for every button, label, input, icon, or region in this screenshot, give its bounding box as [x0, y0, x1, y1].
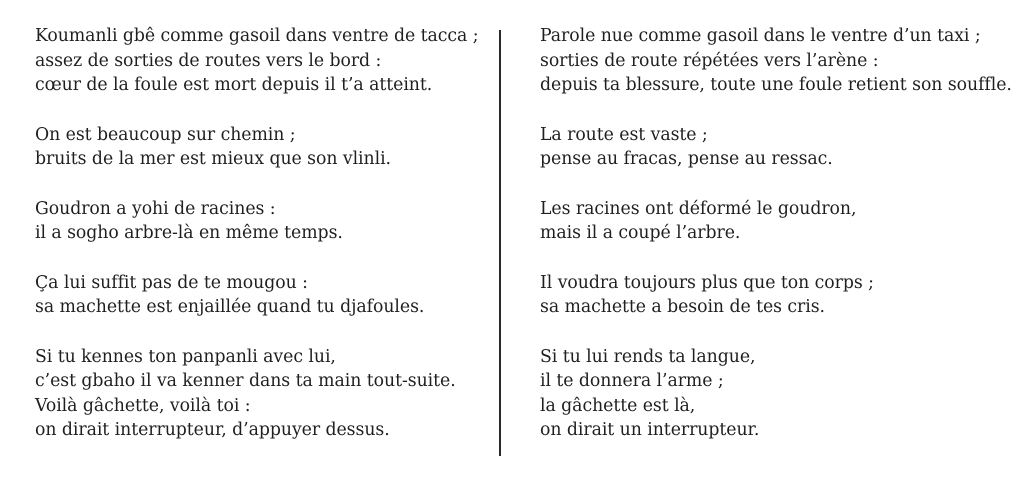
poem-line: on dirait un interrupteur.: [540, 420, 760, 440]
left-stanza-4: [35, 271, 485, 320]
poem-line: Voilà gâchette, voilà toi :: [35, 395, 251, 416]
poem-line: Parole nue comme gasoil dans le ventre d’un taxi ;: [540, 26, 981, 46]
poem-line: Les racines ont déformé le goudron,: [540, 198, 857, 219]
poem-line: Il voudra toujours plus que ton corps ;: [540, 272, 874, 293]
poem-line: c’est gbaho il va kenner dans ta main tout-suite.: [35, 371, 456, 391]
right-stanza-3: [540, 197, 1000, 246]
poem-line: la gâchette est là,: [540, 395, 696, 416]
poem-line: depuis ta blessure, toute une foule retient son souffle.: [540, 75, 1012, 95]
column-divider: [499, 30, 501, 456]
poem-line: mais il a coupé l’arbre.: [540, 223, 741, 243]
poem-line: on dirait interrupteur, d’appuyer dessus.: [35, 420, 390, 440]
poem-line: La route est vaste ;: [540, 124, 708, 145]
right-stanza-1: [540, 24, 1012, 98]
poem-line: Si tu lui rends ta langue,: [540, 346, 756, 367]
left-stanza-2: [35, 123, 485, 172]
left-stanza-3: [35, 197, 485, 246]
right-column-translation: [540, 24, 1012, 468]
poem-line: il te donnera l’arme ;: [540, 371, 724, 391]
poem-line: sa machette est enjaillée quand tu djafoules.: [35, 297, 425, 317]
left-stanza-1: [35, 24, 485, 98]
right-stanza-5: [540, 345, 1000, 443]
left-stanza-5: [35, 345, 485, 443]
right-stanza-4: [540, 271, 1000, 320]
poem-line: il a sogho arbre-là en même temps.: [35, 223, 343, 243]
poem-line: Si tu kennes ton panpanli avec lui,: [35, 346, 336, 367]
poem-line: bruits de la mer est mieux que son vlinli.: [35, 149, 392, 169]
poem-line: On est beaucoup sur chemin ;: [35, 124, 296, 145]
poem-line: assez de sorties de routes vers le bord :: [35, 50, 382, 71]
poem-line: sa machette a besoin de tes cris.: [540, 297, 826, 317]
left-column-original-text: [35, 24, 485, 468]
poem-line: pense au fracas, pense au ressac.: [540, 149, 833, 169]
poem-line: Koumanli gbê comme gasoil dans ventre de tacca ;: [35, 26, 479, 46]
poem-line: Ça lui suffit pas de te mougou :: [35, 272, 308, 293]
poem-line: cœur de la foule est mort depuis il t’a atteint.: [35, 75, 433, 95]
poem-line: Goudron a yohi de racines :: [35, 198, 276, 219]
right-stanza-2: [540, 123, 1000, 172]
poem-line: sorties de route répétées vers l’arène :: [540, 50, 879, 71]
